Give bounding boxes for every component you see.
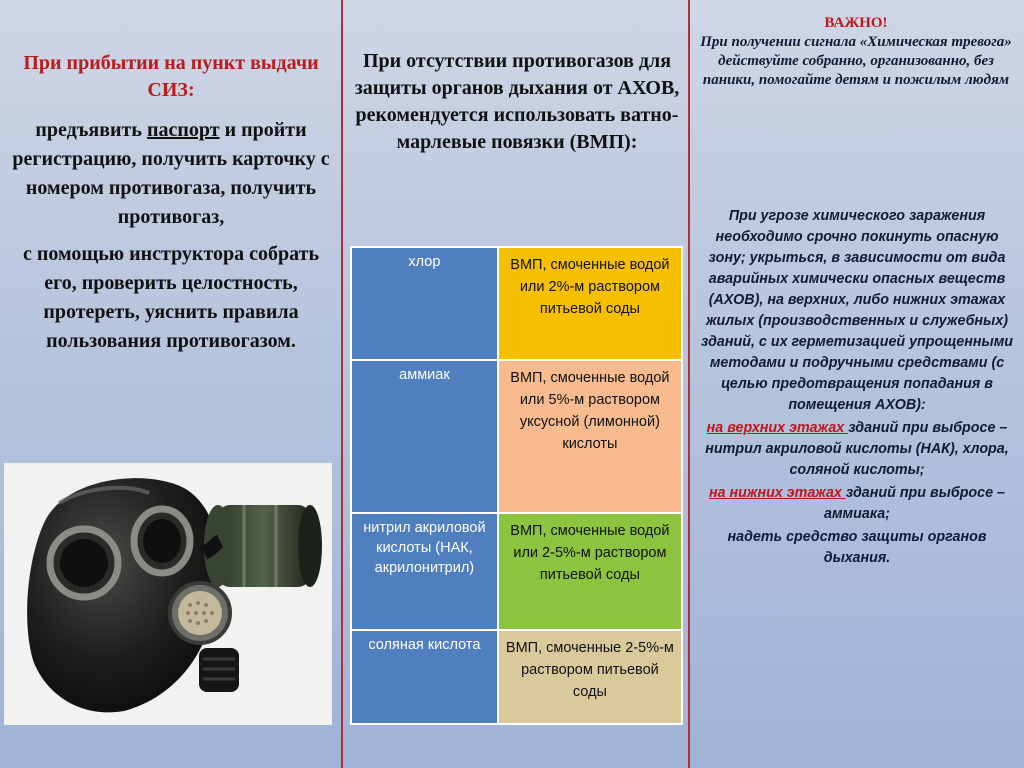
column-divider-left (341, 0, 343, 768)
gas-mask-photo (4, 463, 332, 725)
vmp-table (350, 246, 683, 725)
instruction-step-2: с помощью инструктора собрать его, проверить целостность, протереть, уяснить правила пользования противогазом. (22, 243, 320, 352)
important-heading: ВАЖНО! (824, 15, 888, 31)
gas-mask-icon (4, 463, 332, 725)
protection-cell: ВМП, смоченные водой или 2%-м раствором питьевой соды (498, 247, 682, 360)
table-row (351, 247, 682, 360)
left-title: При прибытии на пункт выдачи СИЗ: (23, 52, 319, 101)
lower-floors-item: на нижних этажах зданий при выбросе – аммиака; (708, 485, 1005, 522)
table-row (351, 360, 682, 513)
lower-floors-label: на нижних этажах (708, 485, 846, 501)
substance-cell: аммиак (351, 360, 498, 513)
threat-text: При угрозе химического заражения необходимо срочно покинуть опасную зону; укрыться, в зависимости от вида аварийных химически опасных веществ (АХОВ), на верхних, либо нижних этажах жилых (производственных и служебных) зданий, с их герметизацией упрощенными методами и подручными средствами (с целью предотвращения попадания в помещения АХОВ): (700, 208, 1014, 413)
protection-cell: ВМП, смоченные водой или 2-5%-м раствором питьевой соды (498, 513, 682, 630)
table-row (351, 630, 682, 724)
final-instruction: надеть средство защиты органов дыхания. (727, 529, 987, 566)
protection-cell: ВМП, смоченные водой или 5%-м раствором уксусной (лимонной) кислоты (498, 360, 682, 513)
column-divider-right (688, 0, 690, 768)
table-row (351, 513, 682, 630)
important-note (696, 14, 1016, 90)
upper-floors-label: на верхних этажах (706, 420, 849, 436)
threat-instructions (696, 206, 1018, 569)
passport-word: паспорт (146, 119, 220, 141)
substance-cell: соляная кислота (351, 630, 498, 724)
left-instructions (6, 116, 336, 356)
vmp-title: При отсутствии противогазов для защиты органов дыхания от АХОВ, рекомендуется использовать ватно-марлевые повязки (ВМП): (354, 50, 680, 153)
protection-cell: ВМП, смоченные 2-5%-м раствором питьевой соды (498, 630, 682, 724)
substance-cell: хлор (351, 247, 498, 360)
upper-floors-item: на верхних этажах зданий при выбросе – нитрил акриловой кислоты (НАК), хлора, соляной кислоты; (705, 420, 1009, 478)
instruction-step-1: предъявить паспорт и пройти регистрацию, получить карточку с номером противогаза, получить противогаз, (12, 119, 330, 228)
substance-cell: нитрил акриловой кислоты (НАК, акрилонитрил) (351, 513, 498, 630)
important-text: При получении сигнала «Химическая тревога» действуйте собранно, организованно, без паники, помогайте детям и пожилым людям (700, 34, 1012, 88)
